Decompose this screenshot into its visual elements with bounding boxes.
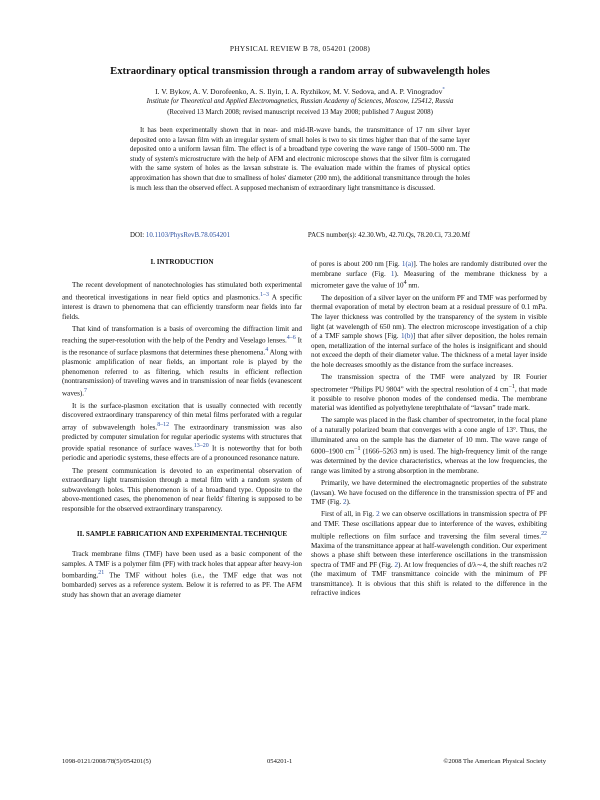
- citation[interactable]: 7: [84, 388, 87, 395]
- paragraph: [62, 281, 302, 322]
- text: First of all, in Fig.: [321, 510, 377, 519]
- paragraph: [311, 260, 547, 291]
- citation[interactable]: 13–20: [193, 443, 209, 450]
- left-column: [62, 258, 302, 603]
- text: Along with plasmonic amplification of near fields, an important role is played by the phenomenon referred to as filtering, which results in efficient reflection (nontransmission) of traveling waves and in transmission of near fields (evanescent waves).: [62, 348, 302, 398]
- text: Primarily, we have determined the electromagnetic properties of the substrate (lavsan). We have focused on the difference in the transmission spectra of PF and TMF (Fig.: [311, 478, 547, 507]
- paragraph: The present communication is devoted to an experimental observation of extraordinary light transmission through a metal film with a random system of subwavelength holes. This phenomenon is of a broadband type. Opposite to the above-mentioned cases, the phenomenon of near fields' filtering is supposed to be responsible for the observed extraordinary transparency.: [62, 466, 302, 513]
- text: The recent development of nanotechnologies has stimulated both experimental and theoretical investigations in near field optics and plasmonics.: [62, 281, 302, 302]
- text: of pores is about 200 nm [Fig.: [311, 260, 402, 268]
- text: A specific interest is drawn to phenomena that can efficiently transform near fields into far fields.: [62, 293, 302, 321]
- text: That kind of transformation is a basis of overcoming the diffraction limit and reaching the super-resolution with the help of the Pendry and Veselago lenses.: [62, 324, 302, 345]
- citation[interactable]: 8–12: [157, 421, 170, 428]
- figure-link[interactable]: 2: [394, 560, 399, 569]
- text: It is the resonance of surface plasmons that determines these phenomena.: [62, 336, 302, 357]
- section-heading-introduction: I. INTRODUCTION: [150, 258, 214, 266]
- figure-link[interactable]: 1(a): [401, 260, 414, 268]
- paragraph: [311, 294, 547, 371]
- text: (1666–5263 nm) is used. The high-frequency limit of the range was determined by the device characteristics, whereas at the low frequencies, the range was limited by a strong absorption in the membrane.: [311, 447, 547, 475]
- citation[interactable]: 22: [541, 530, 547, 537]
- section-heading-sample-fabrication: II. SAMPLE FABRICATION AND EXPERIMENTAL TECHNIQUE: [76, 529, 288, 538]
- exponent: −1: [508, 383, 515, 390]
- text: Maxima of the transmittance appear at half-wavelength condition. Our experiment shows a phase shift between these interference oscillations in the transmission spectra of TMF and PF (Fig.: [311, 541, 547, 569]
- paragraph: [62, 402, 302, 464]
- footer-copyright: ©2008 The American Physical Society: [443, 758, 546, 765]
- pacs-numbers: PACS number(s): 42.30.Wb, 42.70.Qs, 78.20.Ci, 73.20.Mf: [307, 232, 470, 239]
- figure-link[interactable]: 2: [342, 498, 347, 507]
- footer-page-number: 054201-1: [267, 758, 293, 765]
- authors-text: I. V. Bykov, A. V. Dorofeenko, A. S. Ilyin, I. A. Ryzhikov, M. V. Sedova, and A. P. Vinogradov: [155, 87, 443, 96]
- doi-label: DOI:: [130, 232, 145, 239]
- received-dates: (Received 13 March 2008; revised manuscript received 13 May 2008; published 7 August 2008): [167, 109, 433, 116]
- doi-link[interactable]: 10.1103/PhysRevB.78.054201: [145, 232, 231, 239]
- abstract: It has been experimentally shown that in near- and mid-IR-wave bands, the transmittance of 17 nm silver layer deposited onto a lavsan film with an irregular system of small holes is two to six times higher than that of the same layer deposited onto a uniform lavsan film. The effect is of a broadband type covering the wave range of 1500–5000 nm. The study of system's microstructure with the help of AFM and electronic microscope shows that the silver film is corrugated with the same system of holes as the lavsan substrate is. The evaluation made within the frames of physical optics approximation has shown that due to smallness of holes' diameter (200 nm), the additional transmittance through the holes is much less than the observed effect. A supposed mechanism of extraordinary light transmittance is discussed.: [130, 127, 470, 192]
- doi-pacs-line: [130, 232, 470, 239]
- text: The sample was placed in the flask chamber of spectrometer, in the focal plane of a naturally polarized beam that converges with a cone angle of 13°. Thus, the illuminated area on the sample has the diameter of 10 mm. The wave range of 6000–1900 cm: [311, 416, 547, 456]
- paragraph: [311, 416, 547, 476]
- right-column: [311, 260, 547, 602]
- text: ). Measuring of the membrane thickness by a micrometer gave the value of 10: [311, 269, 548, 290]
- text: The transmission spectra of the TMF were analyzed by IR Fourier spectrometer “Philips PU 9804” with the spectral resolution of 4 cm: [311, 373, 547, 394]
- text: ). At low frequencies of d/λ∼4, the shift reaches π/2 (the maximum of TMF transmittance coincide with the minimum of PF transmittance). It is obvious that this shift is related to the difference in the refractive indices: [311, 560, 547, 598]
- paper-title: Extraordinary optical transmission through a random array of subwavelength holes: [110, 66, 490, 77]
- text: ).: [346, 498, 351, 507]
- paragraph: [311, 479, 547, 508]
- text: ] that after silver deposition, the holes remain open, metallization of the internal surface of the holes is insignificant and should not exceed the depth of their diameter value. The thickness of a metal layer inside the hole decreases smoothly as the distance from the surface increases.: [311, 332, 547, 369]
- citation[interactable]: 21: [98, 570, 105, 577]
- text: ]. The holes are randomly distributed over the membrane surface (Fig.: [311, 260, 547, 278]
- figure-link[interactable]: 2: [376, 510, 380, 519]
- paragraph: [62, 325, 302, 399]
- figure-link[interactable]: 1(b): [400, 332, 413, 341]
- journal-header: PHYSICAL REVIEW B 78, 054201 (2008): [229, 44, 371, 53]
- paragraph: [311, 373, 547, 414]
- affiliation: Institute for Theoretical and Applied Electromagnetics, Russian Academy of Sciences, Moscow, 125412, Russia: [146, 98, 454, 105]
- text: nm.: [406, 281, 420, 290]
- text: Track membrane films (TMF) have been used as a basic component of the samples. A TMF is a polymer film (PF) with track holes that appear after heavy-ion bombarding.: [62, 549, 302, 580]
- text: we can observe oscillations in transmission spectra of PF and TMF. These oscillations appear due to interference of the waves, exhibiting multiple reflections on film surface and traversing the film several times.: [311, 510, 547, 540]
- paragraph: [311, 510, 547, 599]
- citation[interactable]: 1–3: [260, 292, 269, 298]
- exponent: 4: [403, 280, 407, 287]
- author-list: [40, 87, 560, 96]
- exponent: −1: [354, 446, 361, 453]
- text: , that made it possible to resolve phonon modes of the condensed media. The membrane material was identified as polyethylene terephthalate of “lavsan” trade mark.: [311, 385, 547, 413]
- citation[interactable]: 4: [265, 347, 269, 354]
- text: The extraordinary transmission was also predicted by computer simulation for regular aperiodic systems with structures that provide spatial resonance of surface waves.: [62, 423, 302, 453]
- author-footnote-mark[interactable]: *: [442, 87, 445, 93]
- text: The deposition of a silver layer on the uniform PF and TMF was performed by thermal evaporation of metal by electron beam at a residual pressure of 0.1 mPa. The layer thickness was controlled by the transparency of the system in visible light (at wavelength of 650 nm). The electron microscope investigation of a chip of a TMF sample shows [Fig.: [311, 293, 547, 341]
- text: The TMF without holes (i.e., the TMF edge that was not bombarded) serves as a reference system. Below it is referred to as PF. The AFM study has shown that an average diameter: [62, 571, 302, 599]
- citation[interactable]: 4–6: [286, 335, 296, 342]
- footer-issn: 1098-0121/2008/78(5)/054201(5): [62, 758, 152, 765]
- paragraph: [62, 550, 302, 600]
- figure-link[interactable]: 1: [390, 269, 395, 278]
- text: It is noteworthy that for both periodic and aperiodic systems, these effects are of a pronounced resonance nature.: [62, 444, 302, 463]
- text: It is the surface-plasmon excitation that is usually connected with recently discovered extraordinary transparency of thin metal films perforated with a regular array of subwavelength holes.: [62, 401, 302, 432]
